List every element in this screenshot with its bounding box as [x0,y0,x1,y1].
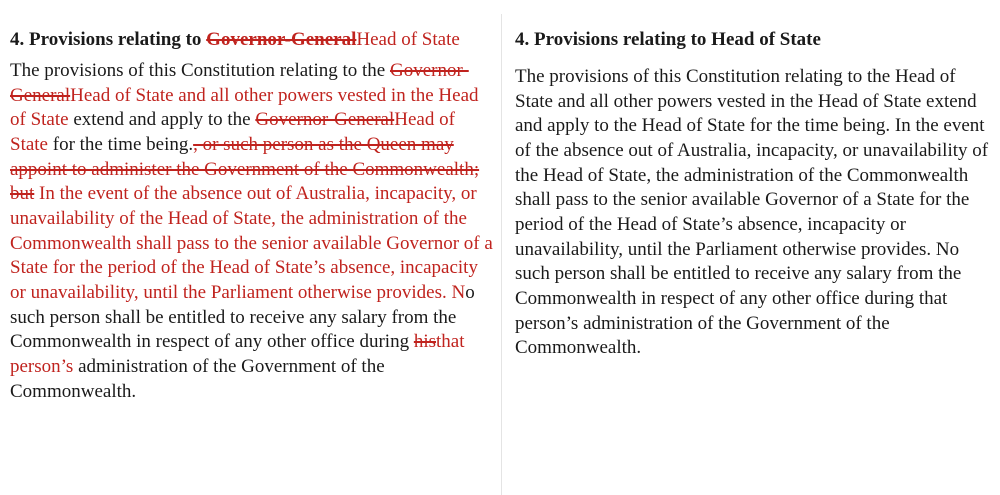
column-divider [501,14,502,495]
tracked-segment-inserted: Head of State [10,109,455,155]
tracked-changes-column [10,28,494,404]
tracked-segment-inserted: that person’s [10,331,465,377]
tracked-heading-deleted: Governor-General [206,29,357,50]
tracked-segment-plain: administration of the Government of the Commonwealth. [10,355,385,402]
tracked-heading-inserted: Head of State [356,29,460,50]
tracked-segment-plain: extend and apply to the [68,109,256,131]
tracked-segment-plain: for the time being. [48,133,194,155]
tracked-segment-deleted: Governor-General [10,60,469,106]
tracked-body [10,59,494,404]
tracked-segment-deleted: Governor-General [255,109,395,131]
tracked-heading [10,28,494,52]
clean-heading: 4. Provisions relating to Head of State [515,29,821,50]
tracked-segment-deleted: his [413,331,437,353]
tracked-segment-inserted: Head of State and all other powers vested in the Head of State [10,84,479,131]
tracked-segment-inserted: In the event of the absence out of Australia, incapacity, or unavailability of the Head of State, the administration of the Commonwealth shall pass to the senior available Governor of a State for the period of the Head of State’s absence, incapacity or unavailability, until the Parliament otherwise provides. N [10,183,493,303]
tracked-heading-plain: 4. Provisions relating to [10,29,207,50]
clean-version-column [515,28,993,361]
tracked-segment-plain: The provisions of this Constitution relating to the [10,60,390,81]
clean-body: The provisions of this Constitution relating to the Head of State and all other powers vested in the Head of State extend and apply to the Head of State for the time being. In the event of the absence out of Australia, incapacity, or unavailability of the Head of State, the administration of the Commonwealth shall pass to the senior available Governor of a State for the period of the Head of State’s absence, incapacity or unavailability, until the Parliament otherwise provides. No such person shall be entitled to receive any salary from the Commonwealth in respect of any other office during that person’s administration of the Government of the Commonwealth. [515,66,989,359]
tracked-segment-deleted: , or such person as the Queen may appoint to administer the Government of the Commonwealth; but [10,133,480,205]
tracked-segment-plain: o such person shall be entitled to receive any salary from the Commonwealth in respect of any other office during [10,281,475,353]
